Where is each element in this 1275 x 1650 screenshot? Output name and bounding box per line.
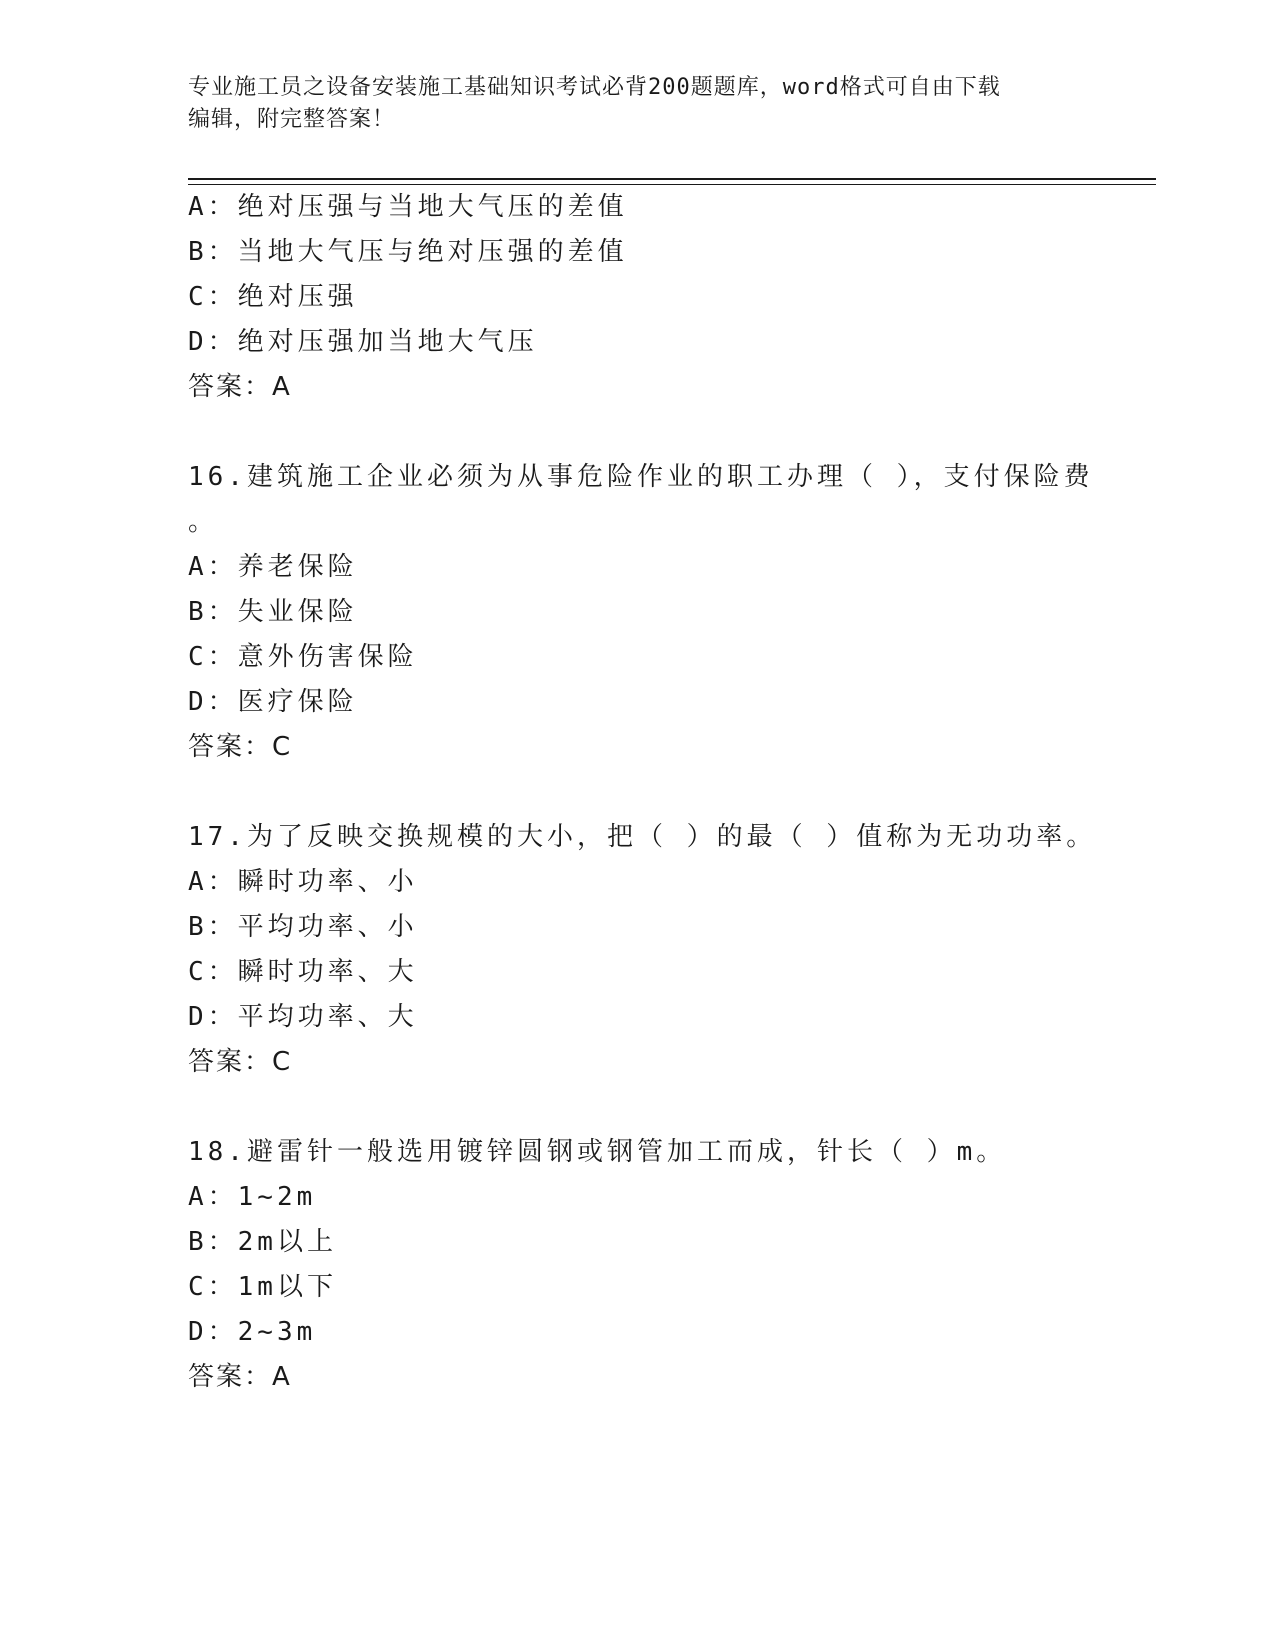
q18-option-b: B：2m以上 xyxy=(188,1227,337,1257)
q16-option-d: D：医疗保险 xyxy=(188,687,358,717)
q16-option-a: A：养老保险 xyxy=(188,552,358,582)
q17-option-a: A：瞬时功率、小 xyxy=(188,867,418,897)
header-line-2: 编辑，附完整答案！ xyxy=(188,107,396,132)
q17-option-d: D：平均功率、大 xyxy=(188,1002,418,1032)
q17-stem: 17.为了反映交换规模的大小，把（ ）的最（ ）值称为无功功率。 xyxy=(188,822,1097,852)
q15-answer: 答案：A xyxy=(188,372,292,402)
q16-answer: 答案：C xyxy=(188,732,293,762)
q17-option-c: C：瞬时功率、大 xyxy=(188,957,418,987)
q15-option-b: B：当地大气压与绝对压强的差值 xyxy=(188,237,628,267)
q18-option-d: D：2~3m xyxy=(188,1317,317,1347)
q15-option-a: A：绝对压强与当地大气压的差值 xyxy=(188,192,628,222)
q17-option-b: B：平均功率、小 xyxy=(188,912,418,942)
header-divider-thin xyxy=(188,184,1156,185)
header-divider-thick xyxy=(188,178,1156,180)
document-header xyxy=(188,72,1088,136)
q15-option-c: C：绝对压强 xyxy=(188,282,358,312)
q16-stem: 16.建筑施工企业必须为从事危险作业的职工办理（ ），支付保险费 xyxy=(188,462,1094,492)
q16-stem-continued: 。 xyxy=(188,507,219,537)
q18-stem: 18.避雷针一般选用镀锌圆钢或钢管加工而成，针长（ ）m。 xyxy=(188,1137,1007,1167)
q16-option-b: B：失业保险 xyxy=(188,597,358,627)
q18-option-a: A：1~2m xyxy=(188,1182,317,1212)
q18-answer: 答案：A xyxy=(188,1362,292,1392)
q16-option-c: C：意外伤害保险 xyxy=(188,642,418,672)
q17-answer: 答案：C xyxy=(188,1047,293,1077)
q18-option-c: C：1m以下 xyxy=(188,1272,337,1302)
header-line-1: 专业施工员之设备安装施工基础知识考试必背200题题库，word格式可自由下载 xyxy=(188,75,1001,100)
q15-option-d: D：绝对压强加当地大气压 xyxy=(188,327,538,357)
